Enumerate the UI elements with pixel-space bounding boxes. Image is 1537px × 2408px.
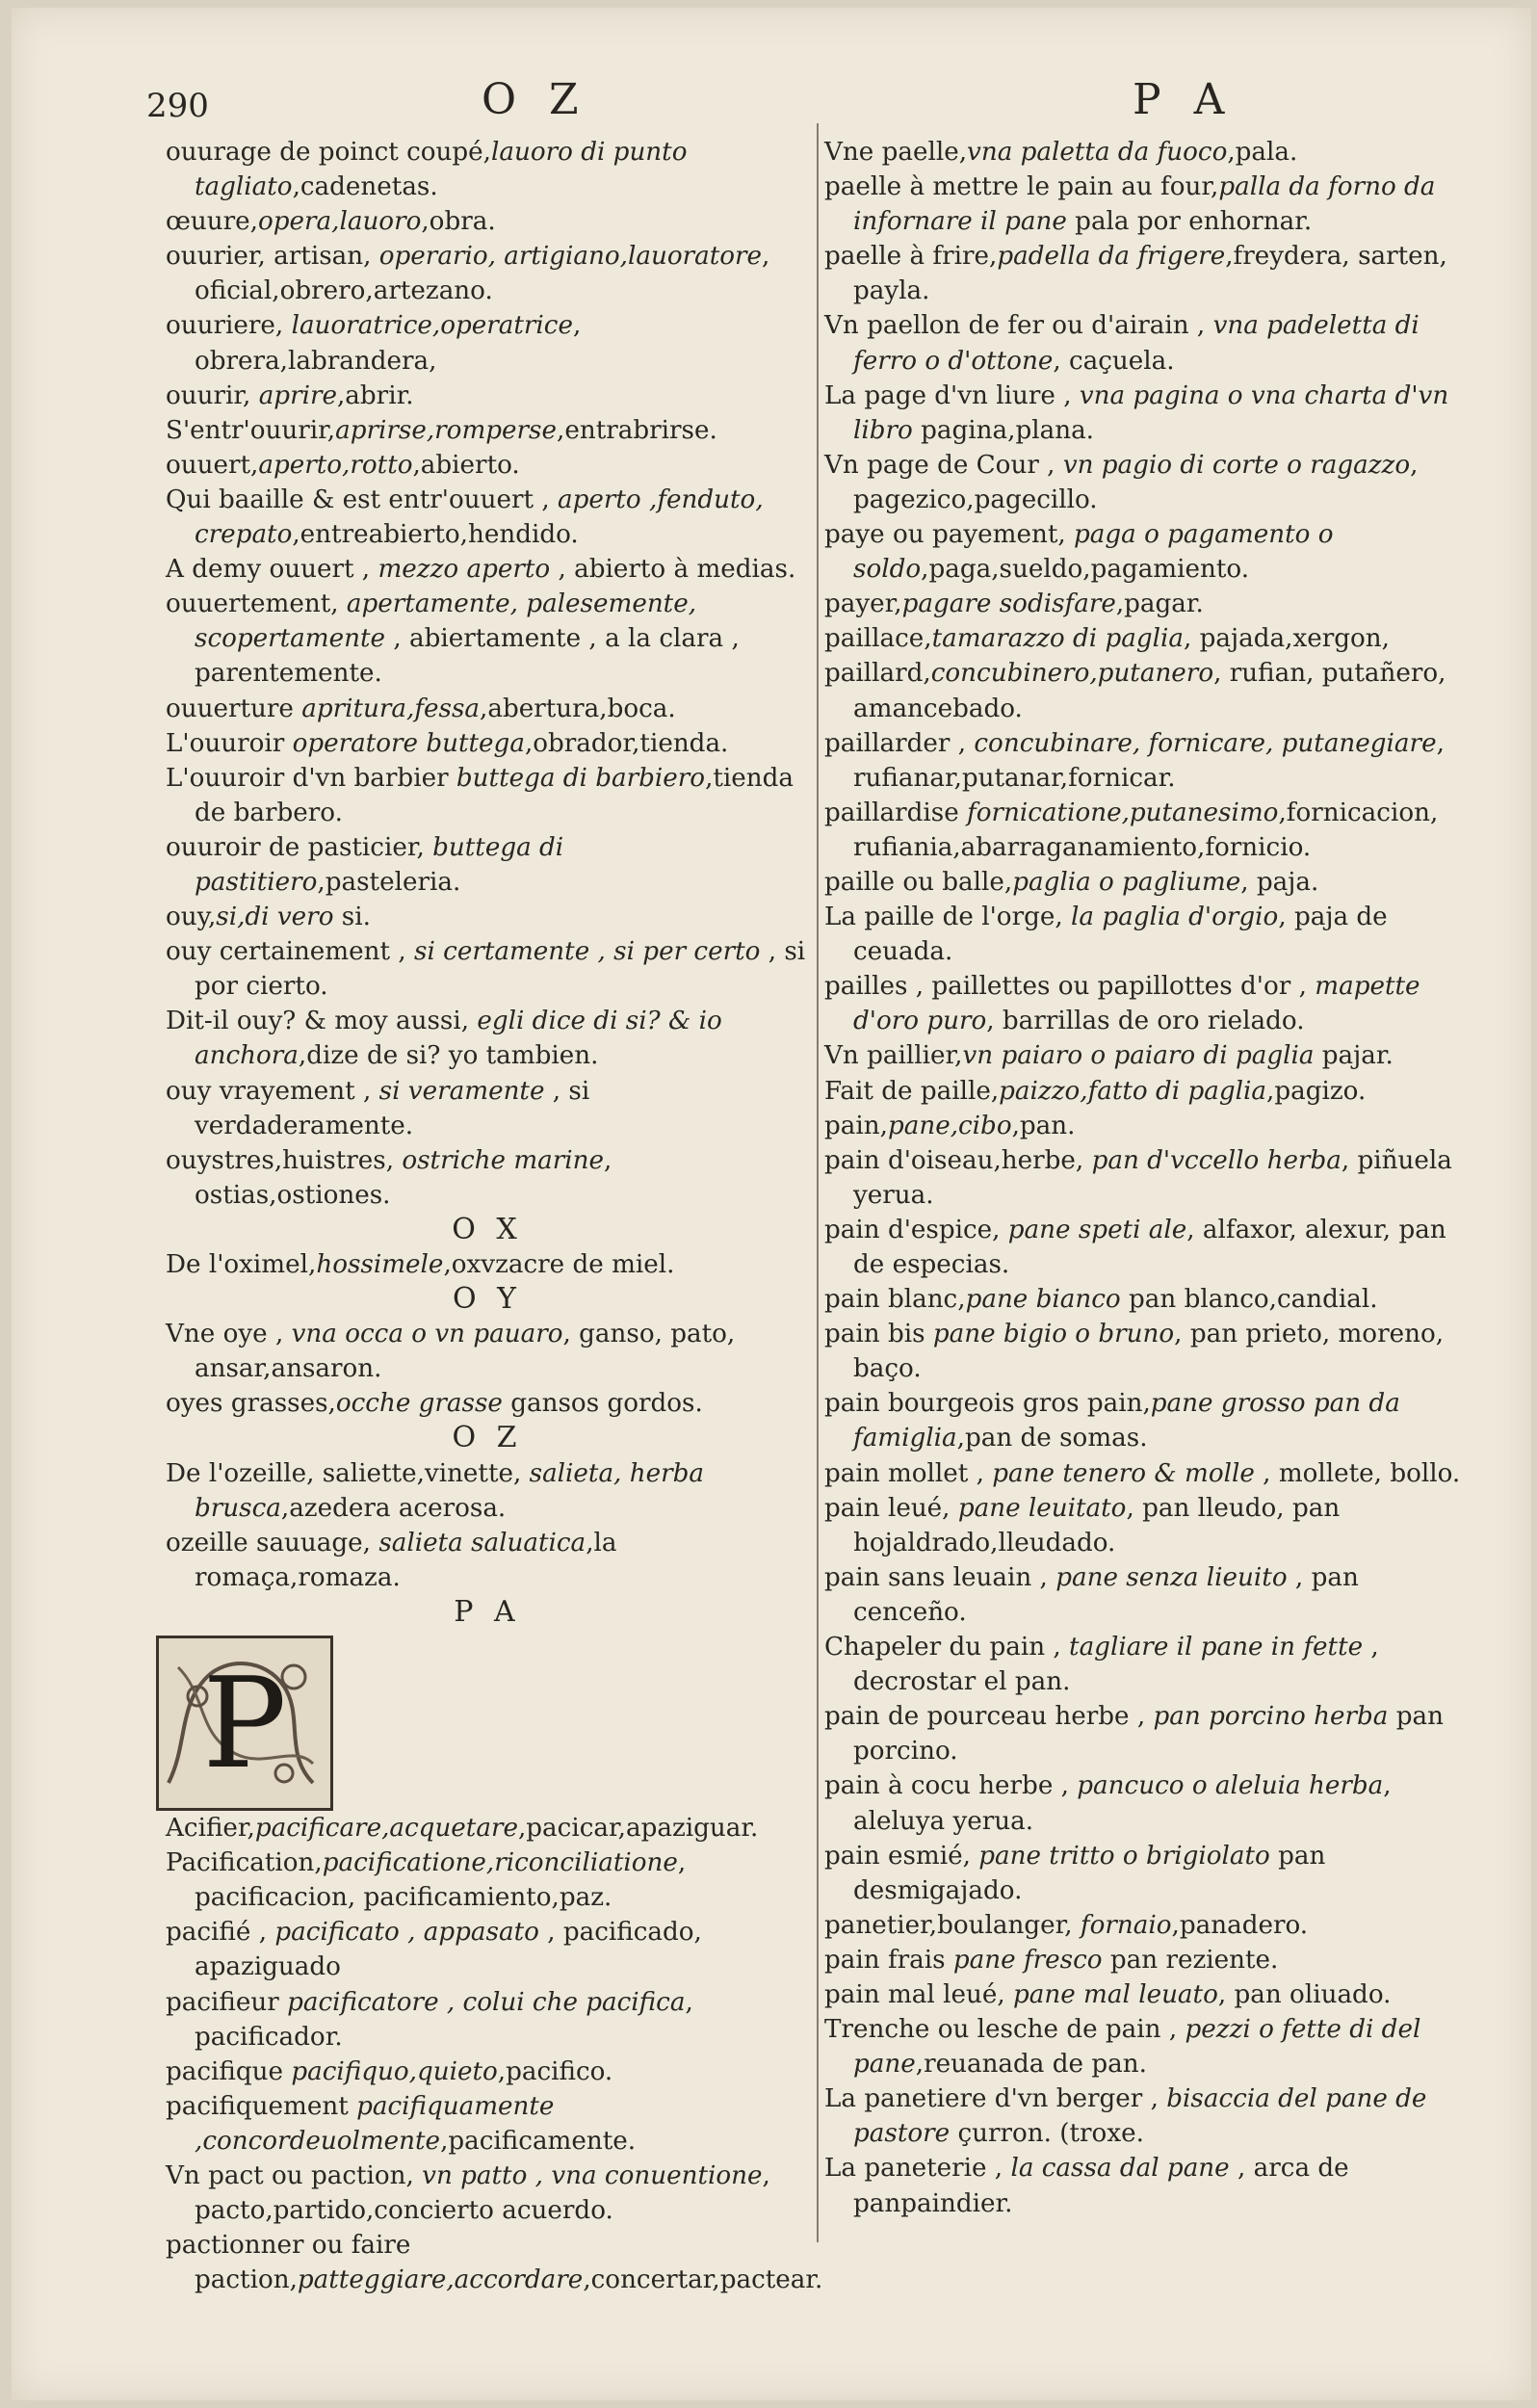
italian-gloss: si certamente , si per certo	[414, 937, 761, 967]
italian-gloss: padella da frigere	[997, 242, 1226, 272]
italian-gloss: concubinero,putanero	[930, 659, 1214, 689]
italian-gloss: pacifiquamente ,concordeuolmente	[195, 2091, 555, 2156]
italian-gloss: hossimele	[316, 1250, 444, 1279]
section-heading: O Y	[453, 1282, 522, 1317]
italian-gloss: pane grosso pan da famiglia	[853, 1389, 1400, 1453]
dictionary-entry: ouy certainement , si certamente , si per certo , si por cierto.	[166, 937, 806, 1002]
dictionary-entry: pain mollet , pane tenero & molle , mollete, bollo.	[824, 1458, 1461, 1488]
italian-gloss: la paglia d'orgio	[1071, 903, 1279, 932]
italian-gloss: concubinare, fornicare, putanegiare	[974, 728, 1437, 758]
dictionary-entry: paillardise fornicatione,putanesimo,fornicacion, rufiania,abarraganamiento,fornicio.	[824, 798, 1439, 862]
dictionary-entry: La paneterie , la cassa dal pane , arca de panpaindier.	[824, 2154, 1349, 2218]
dictionary-entry: Fait de paille,paizzo,fatto di paglia,pagizo.	[824, 1076, 1367, 1106]
dictionary-entry: ouuerture apritura,fessa,abertura,boca.	[166, 694, 676, 723]
italian-gloss: pan d'vccello herba	[1091, 1145, 1342, 1175]
italian-gloss: fornaio	[1080, 1910, 1172, 1940]
dictionary-entry: De l'oximel,hossimele,oxvzacre de miel.	[166, 1250, 675, 1279]
italian-gloss: egli dice di si? & io anchora	[195, 1007, 722, 1071]
dictionary-entry: pain leué, pane leuitato, pan lleudo, pan hojaldrado,lleudado.	[824, 1493, 1341, 1557]
dictionary-entry: Vne oye , vna occa o vn pauaro, ganso, pato, ansar,ansaron.	[166, 1320, 736, 1384]
italian-gloss: paglia o pagliume	[1012, 867, 1241, 897]
dictionary-entry: pain sans leuain , pane senza lieuito , pan cenceño.	[824, 1562, 1359, 1627]
dictionary-entry: paye ou payement, paga o pagamento o soldo,paga,sueldo,pagamiento.	[824, 520, 1334, 585]
dictionary-entry: paille ou balle,paglia o pagliume, paja.	[824, 867, 1319, 897]
italian-gloss: pacificatore , colui che pacifica	[287, 1987, 686, 2017]
right-column	[824, 135, 1479, 2221]
dictionary-entry: ouurage de poinct coupé,lauoro di punto tagliato,cadenetas.	[166, 138, 688, 202]
dictionary-entry: S'entr'ouurir,aprirse,rompersе,entrabrirse.	[166, 415, 717, 445]
dictionary-entry: ozeille sauuage, salieta saluatica,la romaça,romaza.	[166, 1528, 617, 1592]
dictionary-entry: paillard,concubinero,putanero, rufian, putañero, amancebado.	[824, 659, 1446, 723]
dictionary-entry: ouuroir de pasticier, buttega di pastitiero,pasteleria.	[166, 832, 564, 897]
italian-gloss: pane leuitato	[957, 1493, 1127, 1523]
dictionary-entry: Qui baaille & est entr'ouuert , aperto ,fenduto, crepato,entreabierto,hendido.	[166, 484, 764, 550]
italian-gloss: pane tritto o brigiolato	[978, 1841, 1270, 1871]
dictionary-entry: La page d'vn liure , vna pagina o vna charta d'vn libro pagina,plana.	[824, 380, 1449, 445]
italian-gloss: aprire	[258, 380, 337, 410]
dictionary-entry: paelle à frire,padella da frigere,freydera, sarten, payla.	[824, 242, 1447, 306]
dictionary-entry: ouurier, artisan, operario, artigiano,lauoratore, oficial,obrero,artezano.	[166, 242, 770, 306]
section-heading: P A	[454, 1594, 521, 1629]
dictionary-entry: paillarder , concubinare, fornicare, putanegiare, rufianar,putanar,fornicar.	[824, 728, 1445, 793]
dictionary-entry: Vn paellon de fer ou d'airain , vna padeletta di ferro o d'ottone, caçuela.	[824, 311, 1420, 376]
italian-gloss: vna occa o vn pauaro	[291, 1320, 563, 1349]
dictionary-entry: ouystres,huistres, ostriche marine, ostias,ostiones.	[166, 1145, 612, 1210]
italian-gloss: si veramente	[378, 1076, 545, 1106]
italian-gloss: operario, artigiano,lauoratore	[378, 242, 763, 272]
italian-gloss: vna paletta da fuoco	[967, 138, 1228, 167]
italian-gloss: aperto,rotto	[258, 450, 413, 480]
italian-gloss: pane senza lieuito	[1055, 1562, 1288, 1592]
italian-gloss: paizzo,fatto di paglia	[999, 1076, 1266, 1106]
italian-gloss: lauoro di punto tagliato	[195, 138, 688, 202]
italian-gloss: pan porcino herba	[1153, 1702, 1389, 1732]
dictionary-entry: pacifique pacifiquo,quieto,pacifico.	[166, 2056, 613, 2086]
italian-gloss: palla da forno da infornare il pane	[853, 172, 1436, 237]
italian-gloss: tagliare il pane in fette	[1069, 1633, 1364, 1662]
dictionary-entry: Chapeler du pain , tagliare il pane in fette , decrostar el pan.	[824, 1633, 1379, 1697]
italian-gloss: la cassa dal pane	[1010, 2154, 1230, 2184]
italian-gloss: pane bigio o bruno	[932, 1320, 1175, 1349]
dictionary-entry: pain bourgeois gros pain,pane grosso pan da famiglia,pan de somas.	[824, 1389, 1400, 1453]
italian-gloss: tamarazzo di paglia	[931, 624, 1184, 654]
dictionary-entry: pactionner ou faire paction,patteggiare,accordare,concertar,pactear.	[166, 2231, 823, 2295]
left-column	[166, 135, 823, 2297]
italian-gloss: vna padeletta di ferro o d'ottone	[853, 311, 1420, 376]
italian-gloss: pancuco o aleluia herba	[1077, 1771, 1384, 1801]
dictionary-page	[12, 8, 1531, 2400]
header-left: O Z	[482, 75, 588, 124]
dictionary-entry: ouuertement, apertamente, palesemente, scopertamente , abiertamente , a la clara , parentemente.	[166, 589, 740, 689]
dictionary-entry: oyes grasses,ocche grasse gansos gordos.	[166, 1389, 703, 1419]
dictionary-entry: ouy vrayement , si veramente , si verdaderamente.	[166, 1076, 590, 1140]
italian-gloss: pacificatione,riconciliatione	[322, 1848, 678, 1878]
italian-gloss: opera,lauoro	[257, 207, 422, 237]
header-right: P A	[1133, 75, 1235, 124]
dictionary-entry: Vn page de Cour , vn pagio di corte o ragazzo, pagezico,pagecillo.	[824, 450, 1419, 514]
dictionary-entry: Acifier,pacificare,acquetare,pacicar,apaziguar.	[166, 1814, 759, 1844]
section-heading: O X	[452, 1212, 523, 1246]
italian-gloss: pacificare,acquetare	[254, 1814, 518, 1844]
dictionary-entry: pain blanc,pane bianco pan blanco,candial.	[824, 1285, 1378, 1315]
dictionary-entry: pain mal leué, pane mal leuato, pan oliuado.	[824, 1979, 1392, 2009]
dictionary-entry: Trenche ou lesche de pain , pezzi o fette di del pane,reuanada de pan.	[824, 2015, 1421, 2080]
dictionary-entry: pain à cocu herbe , pancuco o aleluia herba, aleluya yerua.	[824, 1771, 1392, 1836]
dictionary-entry: Vn paillier,vn paiaro o paiaro di paglia pajar.	[824, 1041, 1394, 1071]
italian-gloss: pane tenero & molle	[992, 1458, 1255, 1488]
italian-gloss: pacificato , appasato	[274, 1918, 539, 1948]
italian-gloss: aperto ,fenduto, crepato	[195, 484, 764, 550]
italian-gloss: pane,cibo	[887, 1111, 1012, 1140]
dictionary-entry: œuure,opera,lauoro,obra.	[166, 207, 496, 237]
dictionary-entry: Dit-il ouy? & moy aussi, egli dice di si? & io anchora,dize de si? yo tambien.	[166, 1007, 722, 1071]
italian-gloss: pane speti ale	[1007, 1215, 1187, 1244]
italian-gloss: mezzo aperto	[378, 555, 551, 585]
dictionary-entry: ouuriere, lauoratrice,operatrice, obrera,labrandera,	[166, 311, 582, 376]
dictionary-entry: A demy ouuert , mezzo aperto , abierto à medias.	[166, 555, 796, 585]
italian-gloss: apertamente, palesemente, scopertamente	[195, 589, 697, 654]
italian-gloss: operatore buttega	[292, 728, 525, 758]
italian-gloss: aprirse,rompersе	[335, 415, 557, 445]
italian-gloss: vn patto , vna conuentione	[422, 2160, 763, 2190]
page-number: 290	[146, 87, 209, 125]
dictionary-entry: payer,pagare sodisfare,pagar.	[824, 589, 1204, 619]
dictionary-entry: pailles , paillettes ou papillottes d'or , mapette d'oro puro, barrillas de oro rielado.	[824, 972, 1420, 1036]
dictionary-entry: pacifieur pacificatore , colui che pacifica, pacificador.	[166, 1987, 693, 2052]
dictionary-entry: La panetiere d'vn berger , bisaccia del pane de pastore çurron. (troxe.	[824, 2084, 1427, 2149]
italian-gloss: ostriche marine	[402, 1145, 605, 1175]
dictionary-entry: pain d'espice, pane speti ale, alfaxor, alexur, pan de especias.	[824, 1215, 1446, 1279]
italian-gloss: salieta, herba brusca	[195, 1458, 704, 1523]
italian-gloss: pane fresco	[952, 1945, 1103, 1975]
italian-gloss: mapette d'oro puro	[853, 972, 1420, 1036]
italian-gloss: pezzi o fette di del pane	[853, 2015, 1421, 2080]
italian-gloss: pane mal leuato	[1012, 1979, 1218, 2009]
italian-gloss: patteggiare,accordare	[297, 2265, 584, 2295]
dictionary-entry: pain de pourceau herbe , pan porcino herba pan porcino.	[824, 1702, 1444, 1767]
dictionary-entry: pain frais pane fresco pan reziente.	[824, 1945, 1279, 1975]
dictionary-entry: De l'ozeille, saliette,vinette, salieta, herba brusca,azedera acerosa.	[166, 1458, 704, 1523]
italian-gloss: lauoratrice,operatrice	[291, 311, 573, 341]
dictionary-entry: pacifié , pacificato , appasato , pacificado, apaziguado	[166, 1918, 702, 1982]
italian-gloss: buttega di barbiero	[456, 763, 706, 793]
italian-gloss: pagare sodisfare	[901, 589, 1116, 619]
italian-gloss: vn paiaro o paiaro di paglia	[962, 1041, 1315, 1071]
dictionary-entry: ouuert,aperto,rotto,abierto.	[166, 450, 520, 480]
dictionary-entry: pain bis pane bigio o bruno, pan prieto, moreno, baço.	[824, 1320, 1445, 1384]
italian-gloss: apritura,fessa	[301, 694, 481, 723]
dictionary-entry: paelle à mettre le pain au four,palla da forno da infornare il pane pala por enhornar.	[824, 172, 1436, 237]
italian-gloss: si,di vero	[216, 903, 334, 932]
italian-gloss: pacifiquo,quieto	[291, 2056, 498, 2086]
dictionary-entry: pain esmié, pane tritto o brigiolato pan desmigajado.	[824, 1841, 1326, 1905]
italian-gloss: vna pagina o vna charta d'vn libro	[853, 380, 1449, 445]
dictionary-entry: paillace,tamarazzo di paglia, pajada,xergon,	[824, 624, 1390, 654]
dictionary-entry: L'ouuroir d'vn barbier buttega di barbiero,tienda de barbero.	[166, 763, 795, 827]
dictionary-entry: ouy,si,di vero si.	[166, 903, 371, 932]
ornamental-initial	[156, 1636, 333, 1811]
italian-gloss: pane bianco	[965, 1285, 1121, 1315]
dictionary-entry: panetier,boulanger, fornaio,panadero.	[824, 1910, 1309, 1940]
italian-gloss: bisaccia del pane de pastore	[853, 2084, 1427, 2149]
italian-gloss: vn pagio di corte o ragazzo	[1062, 450, 1411, 480]
dictionary-entry: pain,pane,cibo,pan.	[824, 1111, 1076, 1140]
dictionary-entry: ouurir, aprire,abrir.	[166, 380, 414, 410]
column-rule	[817, 123, 819, 2242]
italian-gloss: buttega di pastitiero	[195, 832, 564, 897]
dictionary-entry: Vne paelle,vna paletta da fuoco,pala.	[824, 138, 1298, 167]
dictionary-entry: Vn pact ou paction, vn patto , vna conuentione, pacto,partido,concierto acuerdo.	[166, 2160, 770, 2226]
section-heading: O Z	[452, 1421, 523, 1455]
italian-gloss: ocche grasse	[335, 1389, 503, 1419]
dictionary-entry: La paille de l'orge, la paglia d'orgio, paja de ceuada.	[824, 903, 1388, 967]
dictionary-entry: pain d'oiseau,herbe, pan d'vccello herba, piñuela yerua.	[824, 1145, 1452, 1210]
dictionary-entry: pacifiquement pacifiquamente ,concordeuolmente,pacificamente.	[166, 2091, 637, 2156]
dictionary-entry: Pacification,pacificatione,riconciliatione, pacificacion, pacificamiento,paz.	[166, 1848, 687, 1913]
italian-gloss: paga o pagamento o soldo	[853, 520, 1334, 585]
initial-letter: P	[202, 1650, 287, 1797]
italian-gloss: fornicatione,putanesimo	[967, 798, 1279, 827]
dictionary-entry: L'ouuroir operatore buttega,obrador,tienda.	[166, 728, 729, 758]
italian-gloss: salieta saluatica	[378, 1528, 586, 1557]
